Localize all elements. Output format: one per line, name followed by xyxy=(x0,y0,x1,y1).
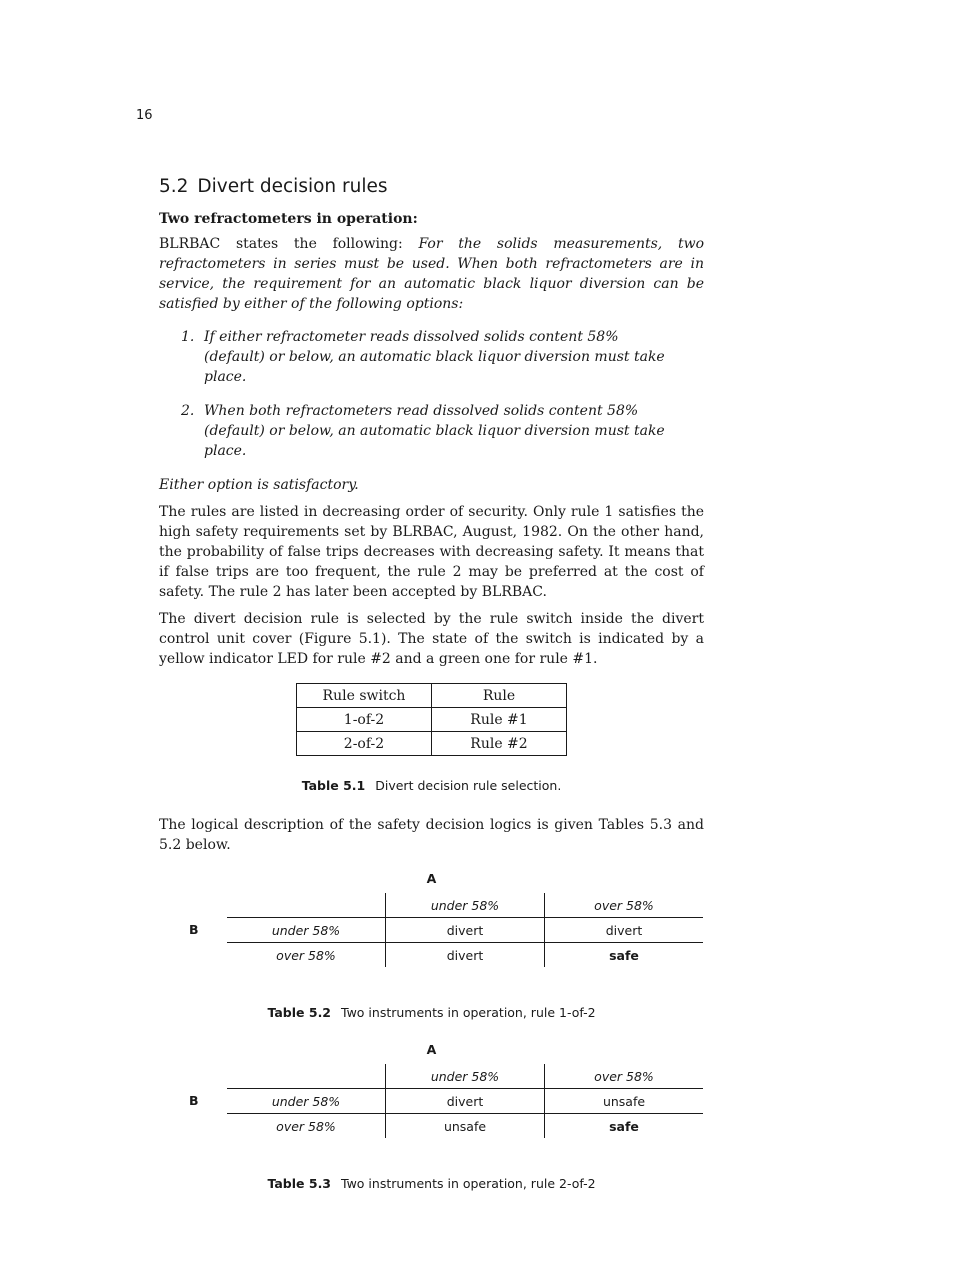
option-item xyxy=(181,401,704,461)
section-title xyxy=(159,176,704,197)
table-row xyxy=(227,1114,703,1139)
col-header: under 58% xyxy=(386,1064,545,1089)
table-cell: divert xyxy=(545,918,704,943)
option-number: 2. xyxy=(181,403,195,419)
logic-grid xyxy=(227,893,703,967)
intro-lead: BLRBAC states the following: xyxy=(159,236,419,252)
table-header-cell: Rule xyxy=(432,684,567,708)
caption-label: Table 5.1 xyxy=(301,778,366,793)
caption-label: Table 5.3 xyxy=(267,1176,332,1191)
table-caption xyxy=(159,778,704,793)
row-header: over 58% xyxy=(276,1118,336,1134)
switch-paragraph: The divert decision rule is selected by the rule switch inside the divert control unit cover (Figure 5.1). The state of the switch is indicated by a yellow indicator LED for rule #2 and a green one for rule #1. xyxy=(159,611,704,667)
col-header: over 58% xyxy=(545,1064,704,1089)
logic-table-1of2 xyxy=(159,871,704,983)
caption-text: Two instruments in operation, rule 2-of-2 xyxy=(341,1176,596,1191)
intro-quote: For the solids measurements, two refractometers in series must be used. When both refractometers are in service, the requirement for an automatic black liquor diversion can be satisfied by either of the following options: xyxy=(159,236,704,312)
table-cell: Rule #2 xyxy=(432,732,567,756)
row-header: over 58% xyxy=(276,947,336,963)
table-row xyxy=(297,732,567,756)
table-header-cell: Rule switch xyxy=(297,684,432,708)
table-row xyxy=(227,943,703,968)
either-option-note: Either option is satisfactory. xyxy=(159,477,359,493)
table-row xyxy=(227,893,703,918)
page-content xyxy=(159,176,704,1213)
table-cell: divert xyxy=(386,943,545,968)
options-list xyxy=(159,327,704,461)
caption-text: Two instruments in operation, rule 1-of-2 xyxy=(341,1005,596,1020)
section-number: 5.2 xyxy=(159,176,189,197)
caption-text: Divert decision rule selection. xyxy=(375,778,562,793)
table-row xyxy=(227,918,703,943)
table-cell: safe xyxy=(545,943,704,968)
rule-selection-table xyxy=(296,683,567,756)
page-number: 16 xyxy=(136,108,153,123)
table-row xyxy=(297,684,567,708)
option-text: If either refractometer reads dissolved solids content 58% (default) or below, an automatic black liquor diversion must take place. xyxy=(204,329,665,385)
option-text: When both refractometers read dissolved solids content 58% (default) or below, an automatic black liquor diversion must take place. xyxy=(204,403,665,459)
col-header: under 58% xyxy=(386,893,545,918)
table-row xyxy=(297,708,567,732)
section-title-text: Divert decision rules xyxy=(197,176,388,197)
rules-paragraph: The rules are listed in decreasing order of security. Only rule 1 satisfies the high safety requirements set by BLRBAC, August, 1982. On the other hand, the probability of false trips decreases with decreasing safety. It means that if false trips are too frequent, the rule 2 may be preferred at the cost of safety. The rule 2 has later been accepted by BLRBAC. xyxy=(159,504,704,600)
instrument-a-label: A xyxy=(426,1042,437,1057)
table-cell: unsafe xyxy=(386,1114,545,1139)
intro-paragraph xyxy=(159,234,704,314)
logic-paragraph: The logical description of the safety decision logics is given Tables 5.3 and 5.2 below. xyxy=(159,817,704,853)
table-cell: safe xyxy=(545,1114,704,1139)
table-cell-empty xyxy=(227,1064,386,1089)
table-cell: divert xyxy=(386,1089,545,1114)
row-header: under 58% xyxy=(227,1089,386,1114)
logic-grid xyxy=(227,1064,703,1138)
table-cell-empty xyxy=(227,893,386,918)
table-row xyxy=(227,1064,703,1089)
table-caption xyxy=(159,1176,704,1191)
instrument-b-label: B xyxy=(189,922,199,937)
table-cell: unsafe xyxy=(545,1089,704,1114)
caption-label: Table 5.2 xyxy=(267,1005,332,1020)
table-cell: 1-of-2 xyxy=(297,708,432,732)
table-cell: 2-of-2 xyxy=(297,732,432,756)
instrument-a-label: A xyxy=(426,871,437,886)
instrument-b-label: B xyxy=(189,1093,199,1108)
option-item xyxy=(181,327,704,387)
logic-table-2of2 xyxy=(159,1042,704,1154)
subheading: Two refractometers in operation: xyxy=(159,211,418,227)
table-caption xyxy=(159,1005,704,1020)
table-cell: divert xyxy=(386,918,545,943)
row-header: under 58% xyxy=(227,918,386,943)
table-row xyxy=(227,1089,703,1114)
col-header: over 58% xyxy=(545,893,704,918)
table-cell: Rule #1 xyxy=(432,708,567,732)
option-number: 1. xyxy=(181,329,195,345)
